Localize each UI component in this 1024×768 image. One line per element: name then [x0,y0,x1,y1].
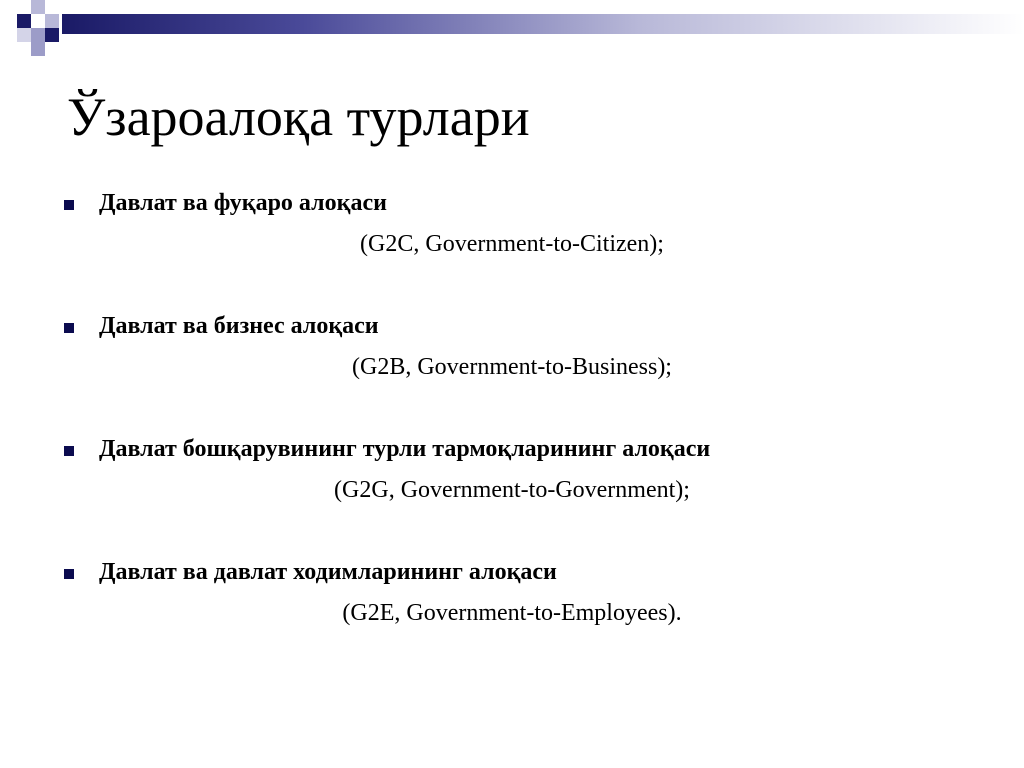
item-subtitle: (G2C, Government-to-Citizen); [360,231,664,257]
header-decoration [0,0,1024,64]
item-subtitle: (G2B, Government-to-Business); [352,354,672,380]
decor-square-light [31,0,45,14]
slide-title: Ўзароалоқа турлари [67,87,530,147]
item-label: Давлат ва бизнес алоқаси [99,313,379,339]
bullet-square-icon [64,323,74,333]
bullet-square-icon [64,569,74,579]
decor-square-dark [45,28,59,42]
bullet-square-icon [64,200,74,210]
decor-square-dark [17,14,31,28]
decor-square-light [31,42,45,56]
item-subtitle: (G2G, Government-to-Government); [334,477,690,503]
decor-square-light [31,28,45,42]
item-label: Давлат бошқарувининг турли тармоқларининг алоқаси [99,436,711,462]
decor-square-light [17,28,31,42]
item-subtitle: (G2E, Government-to-Employees). [342,600,682,626]
item-label: Давлат ва давлат ходимларининг алоқаси [99,559,557,585]
item-label: Давлат ва фуқаро алоқаси [99,190,387,216]
bullet-square-icon [64,446,74,456]
decor-square-light [45,14,59,28]
header-gradient-bar [62,14,1024,34]
